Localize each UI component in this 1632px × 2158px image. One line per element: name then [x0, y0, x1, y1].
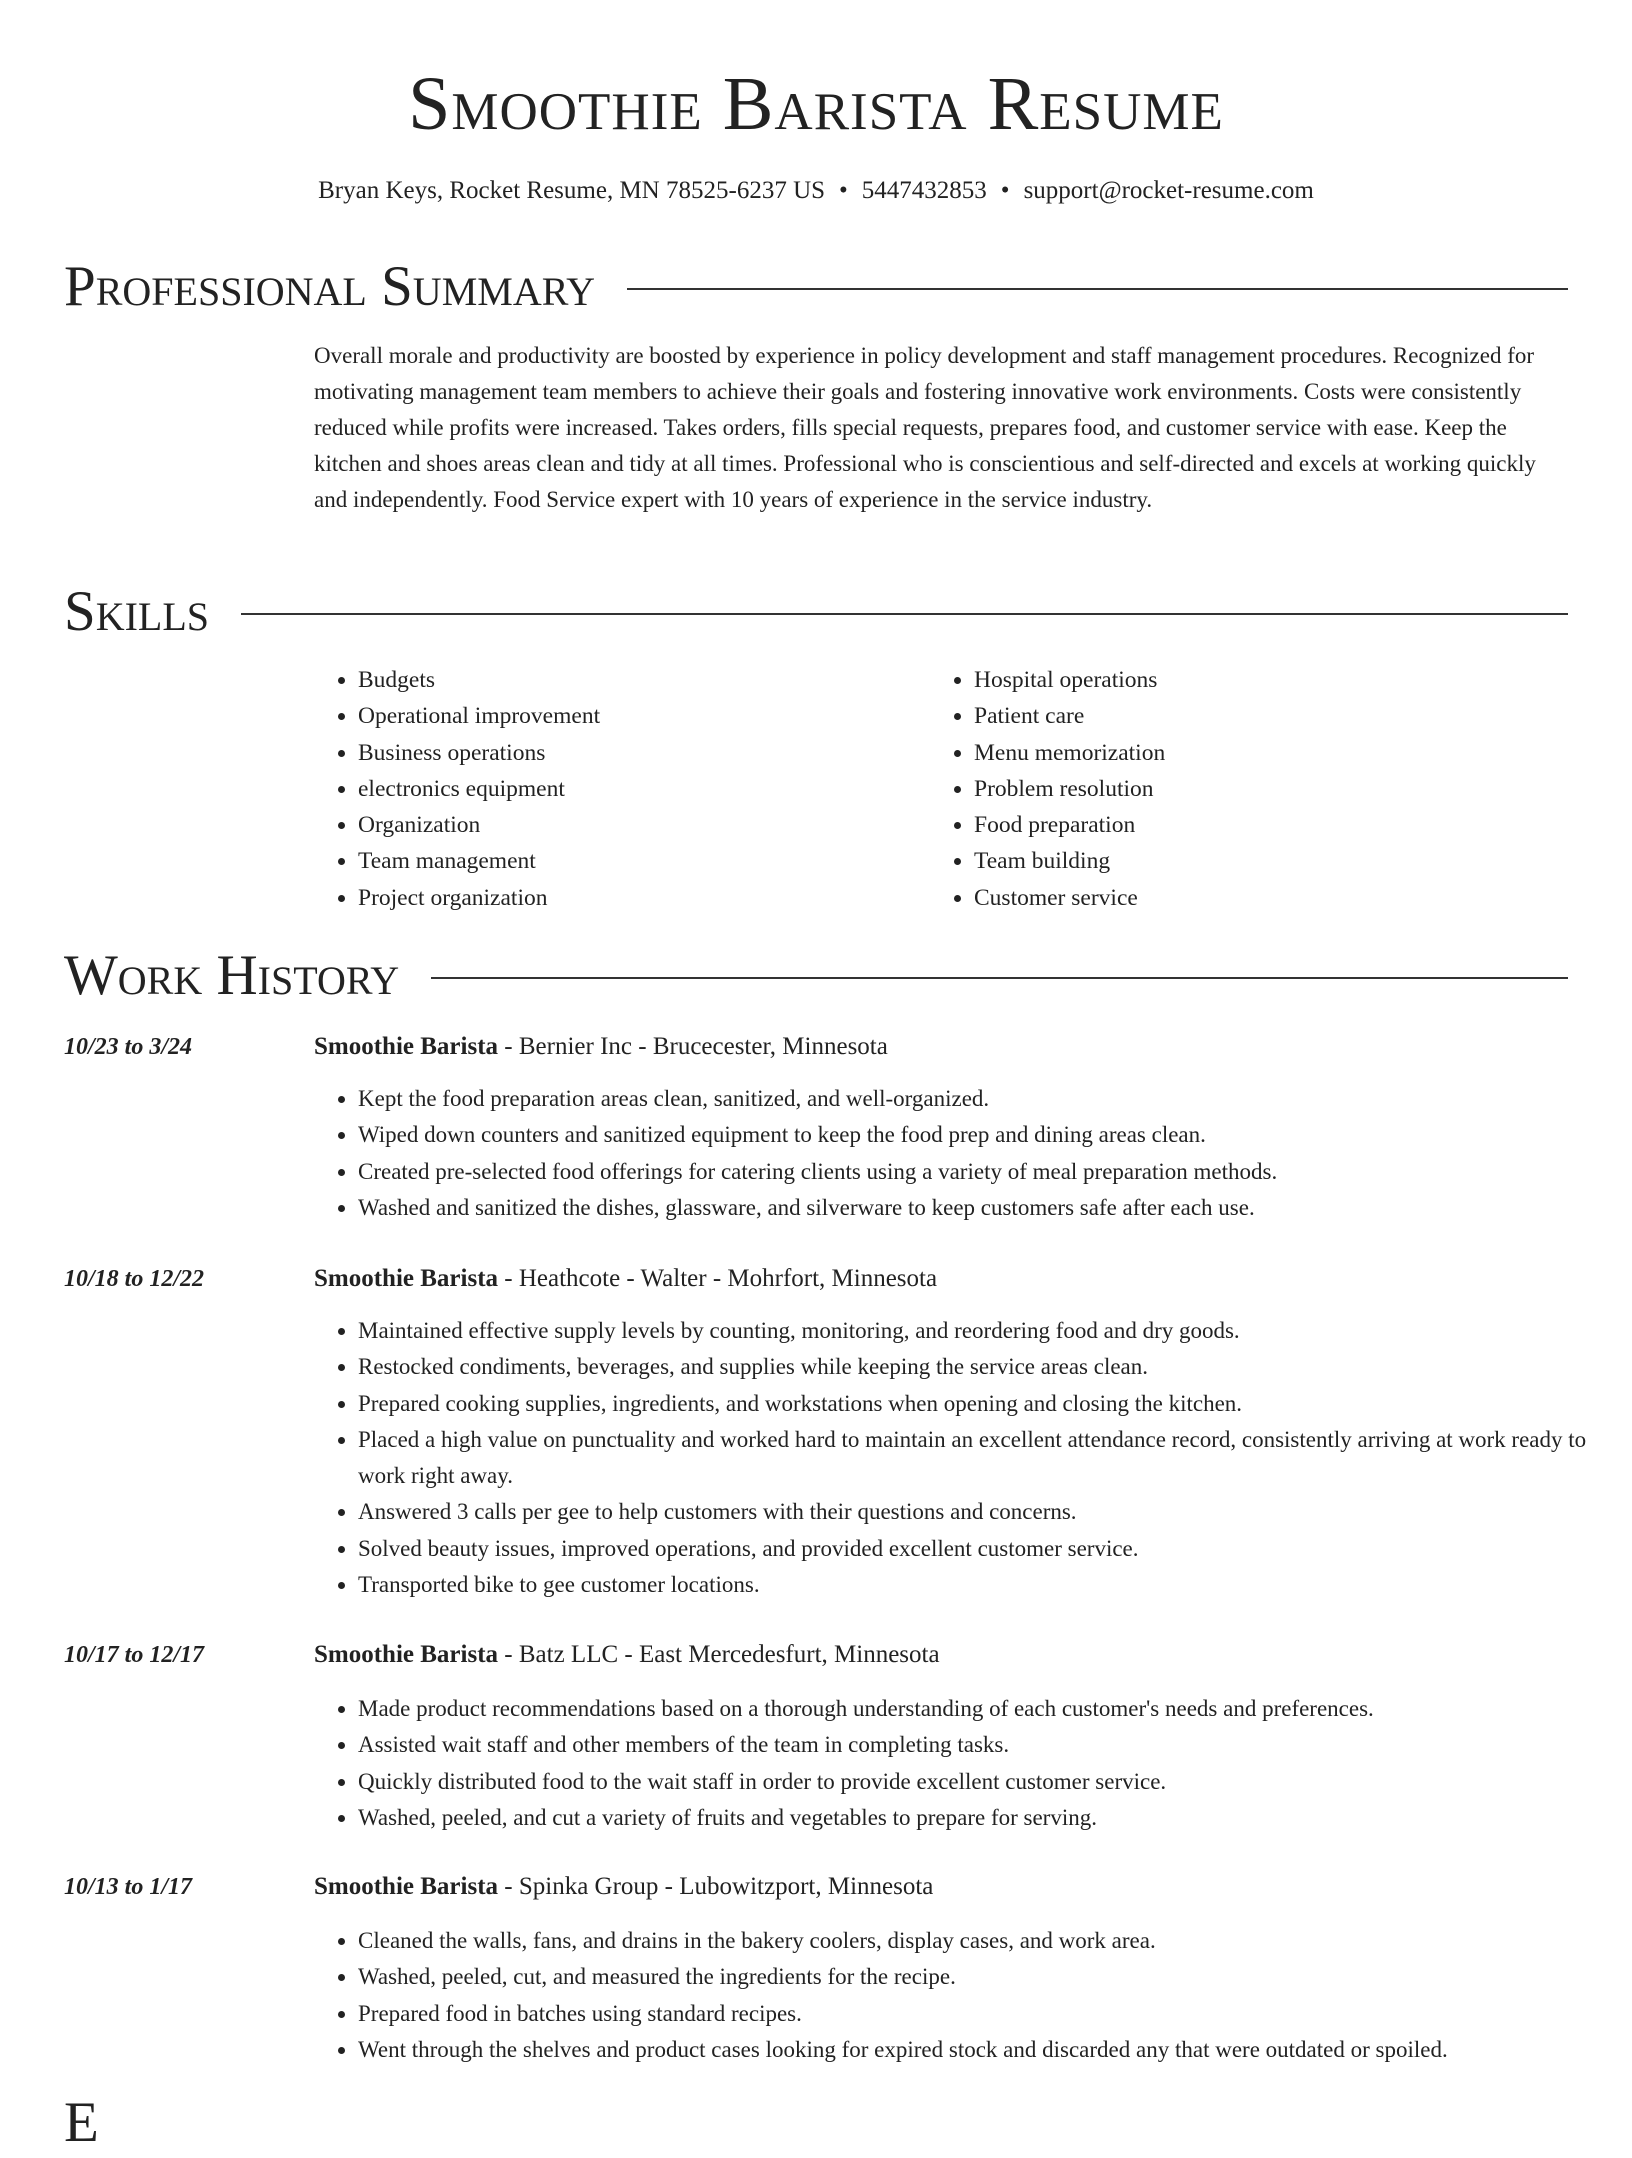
skill-item: • Operational improvement [358, 698, 600, 734]
job-heading [314, 1030, 888, 1064]
job-dates: 10/23 to 3/24 [64, 1034, 193, 1060]
job-bullets [314, 1313, 1618, 1603]
contact-separator: • [839, 177, 848, 204]
section-divider [627, 288, 1568, 290]
contact-separator: • [1000, 177, 1010, 204]
skill-item: • Team management [358, 843, 600, 879]
next-section-heading-partial: E [64, 2091, 99, 2154]
job-title: Smoothie Barista [314, 1873, 499, 1900]
skill-item: • Customer service [974, 880, 1165, 916]
skill-item: • Business operations [358, 735, 600, 771]
job-bullet: • Washed and sanitized the dishes, glassware, and silverware to keep customers safe after each use. [358, 1190, 1618, 1226]
job-bullet: • Quickly distributed food to the wait staff in order to provide excellent customer service. [358, 1764, 1618, 1800]
skills-section-header [64, 577, 1568, 647]
skills-list-right [930, 662, 1165, 916]
skill-item: • Food preparation [974, 807, 1165, 843]
job-company: - Batz LLC - East Mercedesfurt, Minnesota [498, 1641, 940, 1668]
skill-item: • Menu memorization [974, 735, 1165, 771]
job-bullets [314, 1691, 1618, 1836]
job-bullet: • Washed, peeled, cut, and measured the ingredients for the recipe. [358, 1959, 1618, 1995]
job-heading [314, 1870, 933, 1904]
section-divider [241, 613, 1568, 615]
work-section-header [64, 941, 1568, 1011]
section-divider [431, 977, 1568, 979]
job-dates: 10/13 to 1/17 [64, 1874, 193, 1900]
job-bullet: • Solved beauty issues, improved operations, and provided excellent customer service. [358, 1531, 1618, 1567]
job-bullets [314, 1923, 1618, 2068]
job-bullet: • Went through the shelves and product cases looking for expired stock and discarded any that were outdated or spoiled. [358, 2032, 1618, 2068]
skill-item: • Patient care [974, 698, 1165, 734]
job-company: - Spinka Group - Lubowitzport, Minnesota [498, 1873, 934, 1900]
job-bullet: • Prepared cooking supplies, ingredients, and workstations when opening and closing the kitchen. [358, 1386, 1618, 1422]
job-bullet: • Wiped down counters and sanitized equipment to keep the food prep and dining areas clean. [358, 1117, 1618, 1153]
job-dates: 10/17 to 12/17 [64, 1642, 205, 1668]
job-bullet: • Prepared food in batches using standard recipes. [358, 1996, 1618, 2032]
job-heading [314, 1638, 940, 1672]
job-title: Smoothie Barista [314, 1641, 499, 1668]
skill-item: • Problem resolution [974, 771, 1165, 807]
job-company: - Bernier Inc - Brucecester, Minnesota [498, 1033, 888, 1060]
skill-item: • Team building [974, 843, 1165, 879]
contact-line [0, 174, 1632, 208]
job-bullet: • Created pre-selected food offerings for catering clients using a variety of meal preparation methods. [358, 1154, 1618, 1190]
job-heading [314, 1262, 937, 1296]
summary-heading: Professional Summary [64, 255, 596, 318]
job-bullet: • Maintained effective supply levels by counting, monitoring, and reordering food and dry goods. [358, 1313, 1618, 1349]
resume-title: Smoothie Barista Resume [408, 62, 1224, 146]
job-dates: 10/18 to 12/22 [64, 1266, 205, 1292]
skill-item: • electronics equipment [358, 771, 600, 807]
skill-item: • Hospital operations [974, 662, 1165, 698]
job-bullet: • Kept the food preparation areas clean, sanitized, and well-organized. [358, 1081, 1618, 1117]
work-heading: Work History [64, 944, 400, 1007]
skills-list-left [314, 662, 600, 916]
contact-email: support@rocket-resume.com [1023, 177, 1314, 204]
job-bullet: • Washed, peeled, and cut a variety of fruits and vegetables to prepare for serving. [358, 1800, 1618, 1836]
job-company: - Heathcote - Walter - Mohrfort, Minnesota [498, 1265, 938, 1292]
job-bullet: • Transported bike to gee customer locations. [358, 1567, 1618, 1603]
job-title: Smoothie Barista [314, 1033, 499, 1060]
job-title: Smoothie Barista [314, 1265, 499, 1292]
skill-item: • Project organization [358, 880, 600, 916]
summary-section-header [64, 252, 1568, 322]
job-bullet: • Assisted wait staff and other members of the team in completing tasks. [358, 1727, 1618, 1763]
job-bullet: • Restocked condiments, beverages, and supplies while keeping the service areas clean. [358, 1349, 1618, 1385]
job-bullet: • Cleaned the walls, fans, and drains in the bakery coolers, display cases, and work area. [358, 1923, 1618, 1959]
job-bullets [314, 1081, 1618, 1226]
job-bullet: • Answered 3 calls per gee to help customers with their questions and concerns. [358, 1494, 1618, 1530]
contact-phone: 5447432853 [861, 177, 987, 204]
job-bullet: • Placed a high value on punctuality and worked hard to maintain an excellent attendance record, consistently arriving at work ready to work right away. [358, 1422, 1618, 1495]
job-bullet: • Made product recommendations based on a thorough understanding of each customer's needs and preferences. [358, 1691, 1618, 1727]
skill-item: • Organization [358, 807, 600, 843]
skill-item: • Budgets [358, 662, 600, 698]
summary-text: Overall morale and productivity are boosted by experience in policy development and staff management procedures. Recognized for motivating management team members to achieve their goals and fostering innovative work environments. Costs were consistently reduced while profits were increased. Takes orders, fills special requests, prepares food, and customer service with ease. Keep the kitchen and shoes areas clean and tidy at all times. Professional who is conscientious and self-directed and excels at working quickly and independently. Food Service expert with 10 years of experience in the service industry. [314, 343, 1536, 512]
contact-address: Bryan Keys, Rocket Resume, MN 78525-6237 US [318, 177, 826, 204]
skills-heading: Skills [64, 580, 210, 643]
